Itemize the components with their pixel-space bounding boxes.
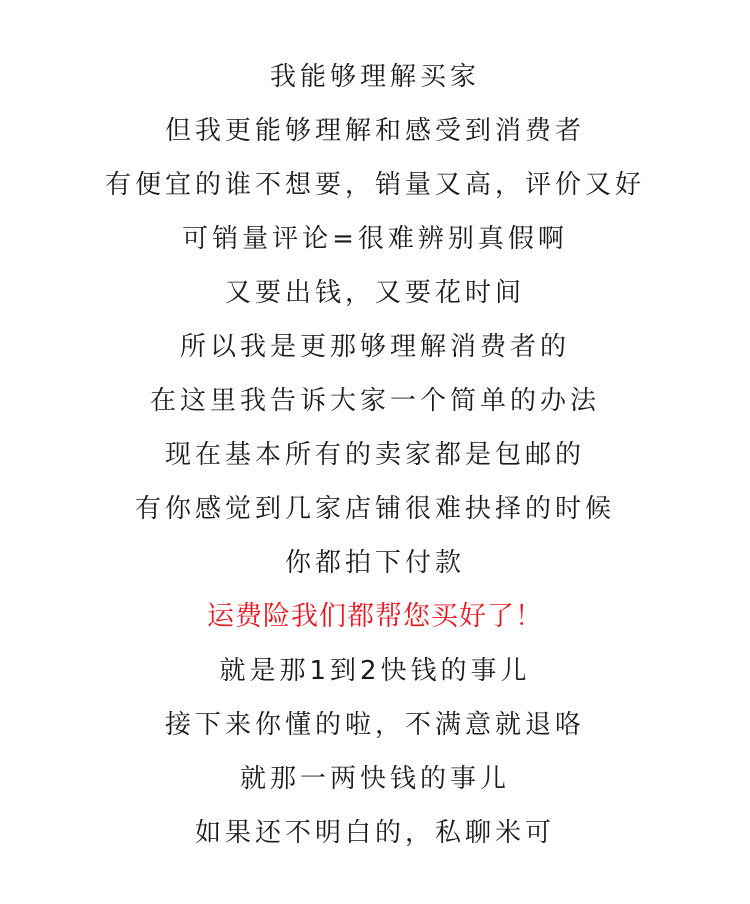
text-line-10: 你都拍下付款: [284, 548, 465, 578]
text-line-14: 就那一两快钱的事儿: [239, 764, 510, 794]
text-line-3: 有便宜的谁不想要，销量又高，评价又好: [104, 170, 645, 200]
highlight-line: 运费险我们都帮您买好了！: [207, 601, 543, 632]
text-line-1: 我能够理解买家: [269, 62, 480, 92]
text-line-9: 有你感觉到几家店铺很难抉择的时候: [134, 494, 615, 524]
text-line-2: 但我更能够理解和感受到消费者: [164, 116, 585, 146]
text-line-13: 接下来你懂的啦，不满意就退咯: [164, 710, 585, 740]
text-line-4: 可销量评论=很难辨别真假啊: [182, 224, 568, 254]
text-line-6: 所以我是更那够理解消费者的: [179, 332, 570, 362]
text-line-7: 在这里我告诉大家一个简单的办法: [149, 386, 600, 416]
text-line-12: 就是那1到2快钱的事儿: [219, 656, 531, 686]
text-line-5: 又要出钱，又要花时间: [224, 278, 525, 308]
text-line-8: 现在基本所有的卖家都是包邮的: [164, 440, 585, 470]
text-line-15: 如果还不明白的，私聊米可: [194, 818, 555, 848]
